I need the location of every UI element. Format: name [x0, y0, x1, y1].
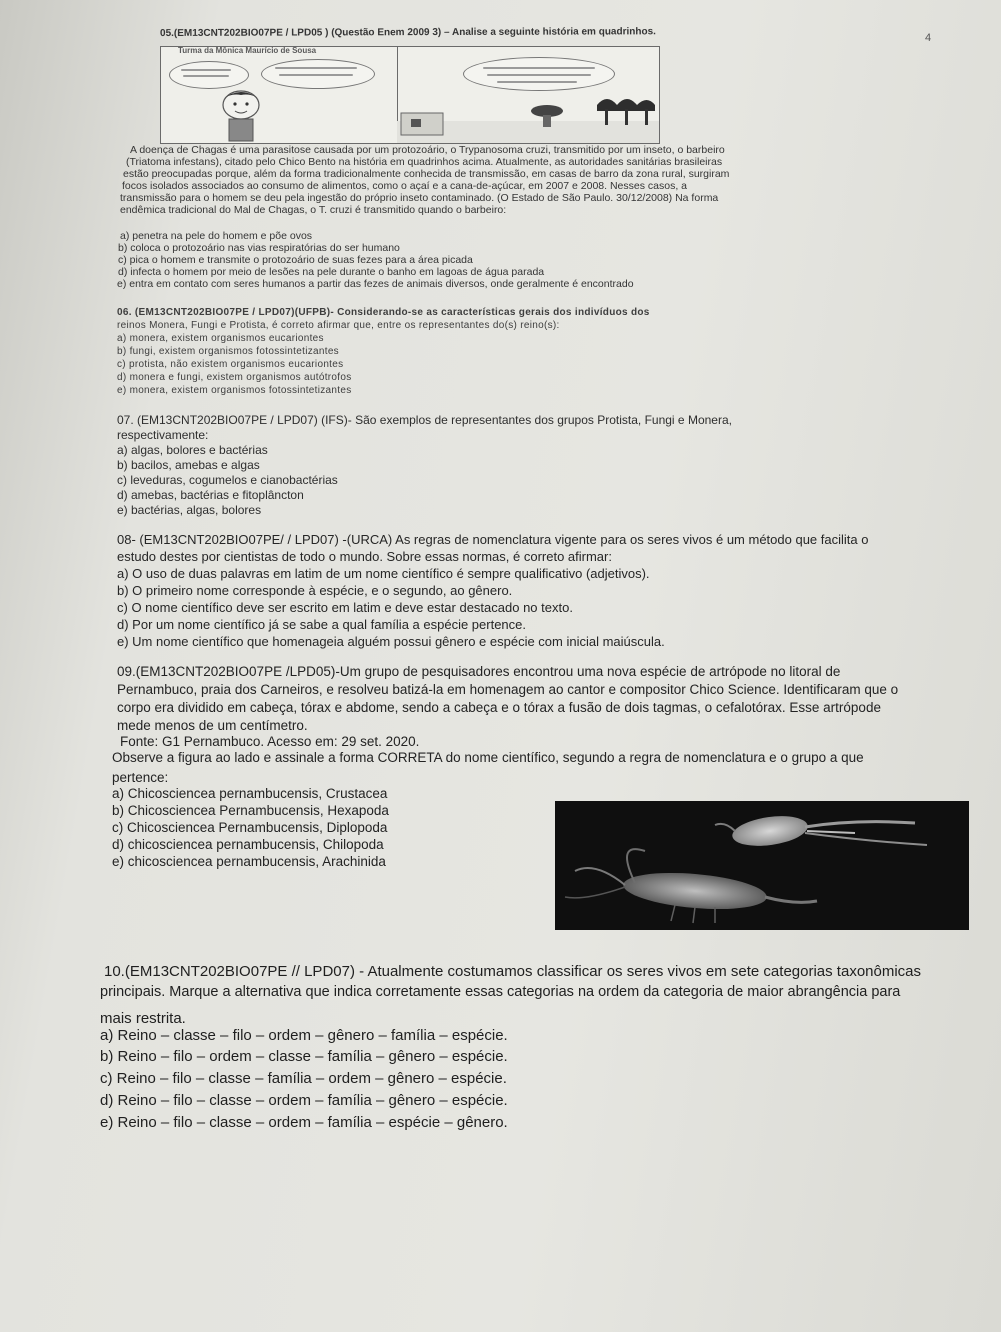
- q9-line-4: mede menos de um centímetro.: [117, 718, 308, 733]
- q10-option-a: a) Reino – classe – filo – ordem – gênero – família – espécie.: [100, 1027, 508, 1044]
- q10-option-b: b) Reino – filo – ordem – classe – família – gênero – espécie.: [100, 1048, 508, 1065]
- comic-landscape-icon: [397, 91, 659, 143]
- q8-line-2: estudo destes por cientistas de todo o mundo. Sobre essas normas, é correto afirmar:: [117, 549, 612, 564]
- q9-option-c: c) Chicosciencea Pernambucensis, Diplopoda: [112, 820, 388, 835]
- q5-line-6: endêmica tradicional do Mal de Chagas, o T. cruzi é transmitido quando o barbeiro:: [120, 204, 507, 216]
- comic-caption: Turma da Mônica Maurício de Sousa: [178, 46, 317, 55]
- comic-panel-2: [397, 47, 659, 143]
- q5-option-b: b) coloca o protozoário nas vias respiratórias do ser humano: [118, 242, 400, 254]
- q9-option-d: d) chicosciencea pernambucensis, Chilopoda: [112, 837, 384, 852]
- arthropod-photo: [555, 801, 969, 930]
- q5-option-d: d) infecta o homem por meio de lesões na pele durante o banho em lagoas de água parada: [118, 266, 545, 278]
- q5-option-c: c) pica o homem e transmite o protozoário de suas fezes para a área picada: [118, 254, 473, 266]
- q5-line-3: estão preocupadas porque, além da forma tradicionalmente conhecida de transmissão, em casas de barro da zona rural, surgiram: [123, 168, 730, 180]
- q5-line-1: A doença de Chagas é uma parasitose causada por um protozoário, o Trypanosoma cruzi, transmitido por um inseto, o barbeiro: [130, 144, 725, 156]
- q6-option-b: b) fungi, existem organismos fotossintetizantes: [117, 346, 339, 357]
- q10-option-c: c) Reino – filo – classe – família – ordem – gênero – espécie.: [100, 1070, 507, 1087]
- q5-option-e: e) entra em contato com seres humanos a partir das fezes de animais diversos, onde geralmente é encontrado: [117, 278, 634, 290]
- q9-line-6: Observe a figura ao lado e assinale a forma CORRETA do nome científico, segundo a regra de nomenclatura e o grupo a que: [112, 750, 864, 765]
- q6-option-c: c) protista, não existem organismos eucariontes: [117, 359, 344, 370]
- q8-option-a: a) O uso de duas palavras em latim de um nome científico é sempre qualificativo (adjetivos).: [117, 566, 650, 581]
- q10-line-1: 10.(EM13CNT202BIO07PE // LPD07) - Atualmente costumamos classificar os seres vivos em sete categorias taxonômicas: [104, 963, 922, 980]
- comic-strip: [160, 46, 660, 144]
- q5-title: 05.(EM13CNT202BIO07PE / LPD05 ) (Questão Enem 2009 3) – Analise a seguinte história em quadrinhos.: [160, 26, 656, 39]
- q9-source: Fonte: G1 Pernambuco. Acesso em: 29 set. 2020.: [120, 734, 420, 749]
- q9-line-7: pertence:: [112, 770, 169, 785]
- q6-option-d: d) monera e fungi, existem organismos autótrofos: [117, 372, 352, 383]
- q8-option-e: e) Um nome científico que homenageia alguém possui gênero e espécie com inicial maiúscula.: [117, 634, 665, 649]
- q10-line-3: mais restrita.: [100, 1010, 186, 1027]
- q7-option-a: a) algas, bolores e bactérias: [117, 443, 268, 457]
- q6-line-2: reinos Monera, Fungi e Protista, é correto afirmar que, entre os representantes do(s) reino(s):: [117, 320, 560, 331]
- q9-option-a: a) Chicosciencea pernambucensis, Crustacea: [112, 786, 388, 801]
- q10-option-e: e) Reino – filo – classe – ordem – família – espécie – gênero.: [100, 1114, 508, 1131]
- q10-line-2: principais. Marque a alternativa que indica corretamente essas categorias na ordem da categoria de maior abrangência para: [100, 984, 901, 1000]
- q7-title: 07. (EM13CNT202BIO07PE / LPD07) (IFS)- São exemplos de representantes dos grupos Protista, Fungi e Monera,: [117, 413, 732, 427]
- q6-option-e: e) monera, existem organismos fotossintetizantes: [117, 385, 352, 396]
- q5-line-2: (Triatoma infestans), citado pelo Chico Bento na história em quadrinhos acima. Atualmente, as autoridades sanitárias brasileiras: [126, 156, 723, 168]
- comic-panel-1: [161, 47, 398, 143]
- q9-option-e: e) chicosciencea pernambucensis, Arachinida: [112, 854, 386, 869]
- q8-option-b: b) O primeiro nome corresponde à espécie, e o segundo, ao gênero.: [117, 583, 513, 598]
- q7-option-b: b) bacilos, amebas e algas: [117, 458, 260, 472]
- q7-option-e: e) bactérias, algas, bolores: [117, 503, 262, 517]
- q8-option-c: c) O nome científico deve ser escrito em latim e deve estar destacado no texto.: [117, 600, 573, 615]
- shrimp-icon: [555, 801, 969, 930]
- q5-line-4: focos isolados associados ao consumo de alimentos, como o açaí e a cana-de-açúcar, em 2007 e 2008. Nesses casos, a: [122, 180, 687, 192]
- q9-line-1: 09.(EM13CNT202BIO07PE /LPD05)-Um grupo de pesquisadores encontrou uma nova espécie de artrópode no litoral de: [117, 664, 841, 679]
- q10-option-d: d) Reino – filo – classe – ordem – família – gênero – espécie.: [100, 1092, 508, 1109]
- comic-character-icon: [201, 87, 281, 143]
- q8-option-d: d) Por um nome científico já se sabe a qual família a espécie pertence.: [117, 617, 526, 632]
- q5-line-5: transmissão para o homem se deu pela ingestão do próprio inseto contaminado. (O Estado de São Paulo. 30/12/2008) Na forma: [120, 192, 719, 204]
- q9-line-2: Pernambuco, praia dos Carneiros, e resolveu batizá-la em homenagem ao cantor e compositor Chico Science. Identificaram que o: [117, 682, 899, 697]
- corner-mark: 4: [925, 32, 932, 44]
- q7-line-2: respectivamente:: [117, 428, 209, 442]
- q9-line-3: corpo era dividido em cabeça, tórax e abdome, sendo a cabeça e o tórax a fusão de dois tagmas, o cefalotórax. Esse artrópode: [117, 700, 881, 715]
- q5-option-a: a) penetra na pele do homem e põe ovos: [120, 230, 313, 242]
- q7-option-d: d) amebas, bactérias e fitoplâncton: [117, 488, 304, 502]
- q8-title: 08- (EM13CNT202BIO07PE/ / LPD07) -(URCA) As regras de nomenclatura vigente para os seres vivos é um método que facilita o: [117, 532, 869, 547]
- q9-option-b: b) Chicosciencea Pernambucensis, Hexapoda: [112, 803, 389, 818]
- q6-title: 06. (EM13CNT202BIO07PE / LPD07)(UFPB)- Considerando-se as características gerais dos indivíduos dos: [117, 307, 650, 318]
- q6-option-a: a) monera, existem organismos eucariontes: [117, 333, 324, 344]
- q7-option-c: c) leveduras, cogumelos e cianobactérias: [117, 473, 338, 487]
